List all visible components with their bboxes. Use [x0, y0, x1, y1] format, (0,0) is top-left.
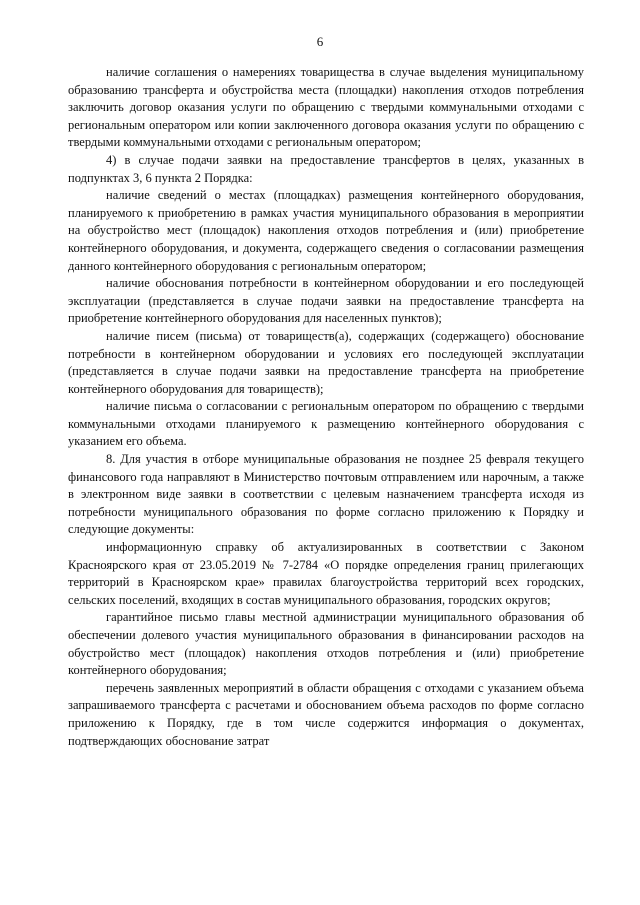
paragraph-item-4: 4) в случае подачи заявки на предоставление трансфертов в целях, указанных в подпунктах 3, 6 пункта 2 Порядка: — [68, 152, 584, 185]
paragraph-settlements-justification: наличие обоснования потребности в контейнерном оборудовании и его последующей эксплуатации (представляется в случае подачи заявки на предоставление трансферта на приобретение контейнерного оборудования для населенных пунктов); — [68, 276, 584, 326]
document-body — [68, 64, 584, 750]
paragraph-partnership-letters: наличие писем (письма) от товариществ(а), содержащих (содержащего) обоснование потребности в контейнерном оборудовании и условиях его последующей эксплуатации (представляется в случае подачи заявки на предоставление трансферта на приобретение контейнерного оборудования для товариществ); — [68, 328, 584, 396]
paragraph-container-sites: наличие сведений о местах (площадках) размещения контейнерного оборудования, планируемого к приобретению в рамках участия муниципального образования в мероприятии на обустройство мест (площадок) накопления отходов потребления и (или) приобретение контейнерного оборудования, и документа, содержащего сведения о согласовании размещения данного контейнерного оборудования с региональным оператором; — [68, 188, 584, 273]
paragraph-activities-list: перечень заявленных мероприятий в области обращения с отходами с указанием объема запрашиваемого трансферта с расчетами и обоснованием объема расходов по форме согласно приложению к Порядку, где в том числе содержится информация о документах, подтверждающих обоснование затрат — [68, 680, 584, 748]
paragraph-agreement-intent: наличие соглашения о намерениях товарищества в случае выделения муниципальному образованию трансферта и обустройства места (площадки) накопления отходов потребления заключить договор оказания услуги по обращению с твердыми коммунальными отходами с региональным оператором или копии заключенного договора оказания услуги по обращению с твердыми коммунальными отходами с региональным оператором; — [68, 65, 584, 150]
paragraph-info-reference: информационную справку об актуализированных в соответствии с Законом Красноярского края от 23.05.2019 № 7-2784 «О порядке определения границ прилегающих территорий в Красноярском крае» правилах благоустройства территорий всех городских, сельских поселений, входящих в состав муниципального образования, городских округов; — [68, 540, 584, 607]
page-number: 6 — [316, 34, 324, 49]
paragraph-guarantee-letter: гарантийное письмо главы местной администрации муниципального образования об обеспечении долевого участия муниципального образования в финансировании расходов на обустройство мест (площадок) накопления отходов потребления и (или) приобретение контейнерного оборудования; — [68, 610, 584, 678]
paragraph-item-8: 8. Для участия в отборе муниципальные образования не позднее 25 февраля текущего финансового года направляют в Министерство почтовым отправлением или нарочным, а также в электронном виде заявки в соответствии с целевым назначением трансферта исходя из потребности муниципального образования по форме согласно приложению к Порядку и следующие документы: — [68, 452, 584, 537]
paragraph-operator-approval: наличие письма о согласовании с региональным оператором по обращению с твердыми коммунальными отходами планируемого к размещению контейнерного оборудования с указанием его объема. — [68, 399, 584, 449]
